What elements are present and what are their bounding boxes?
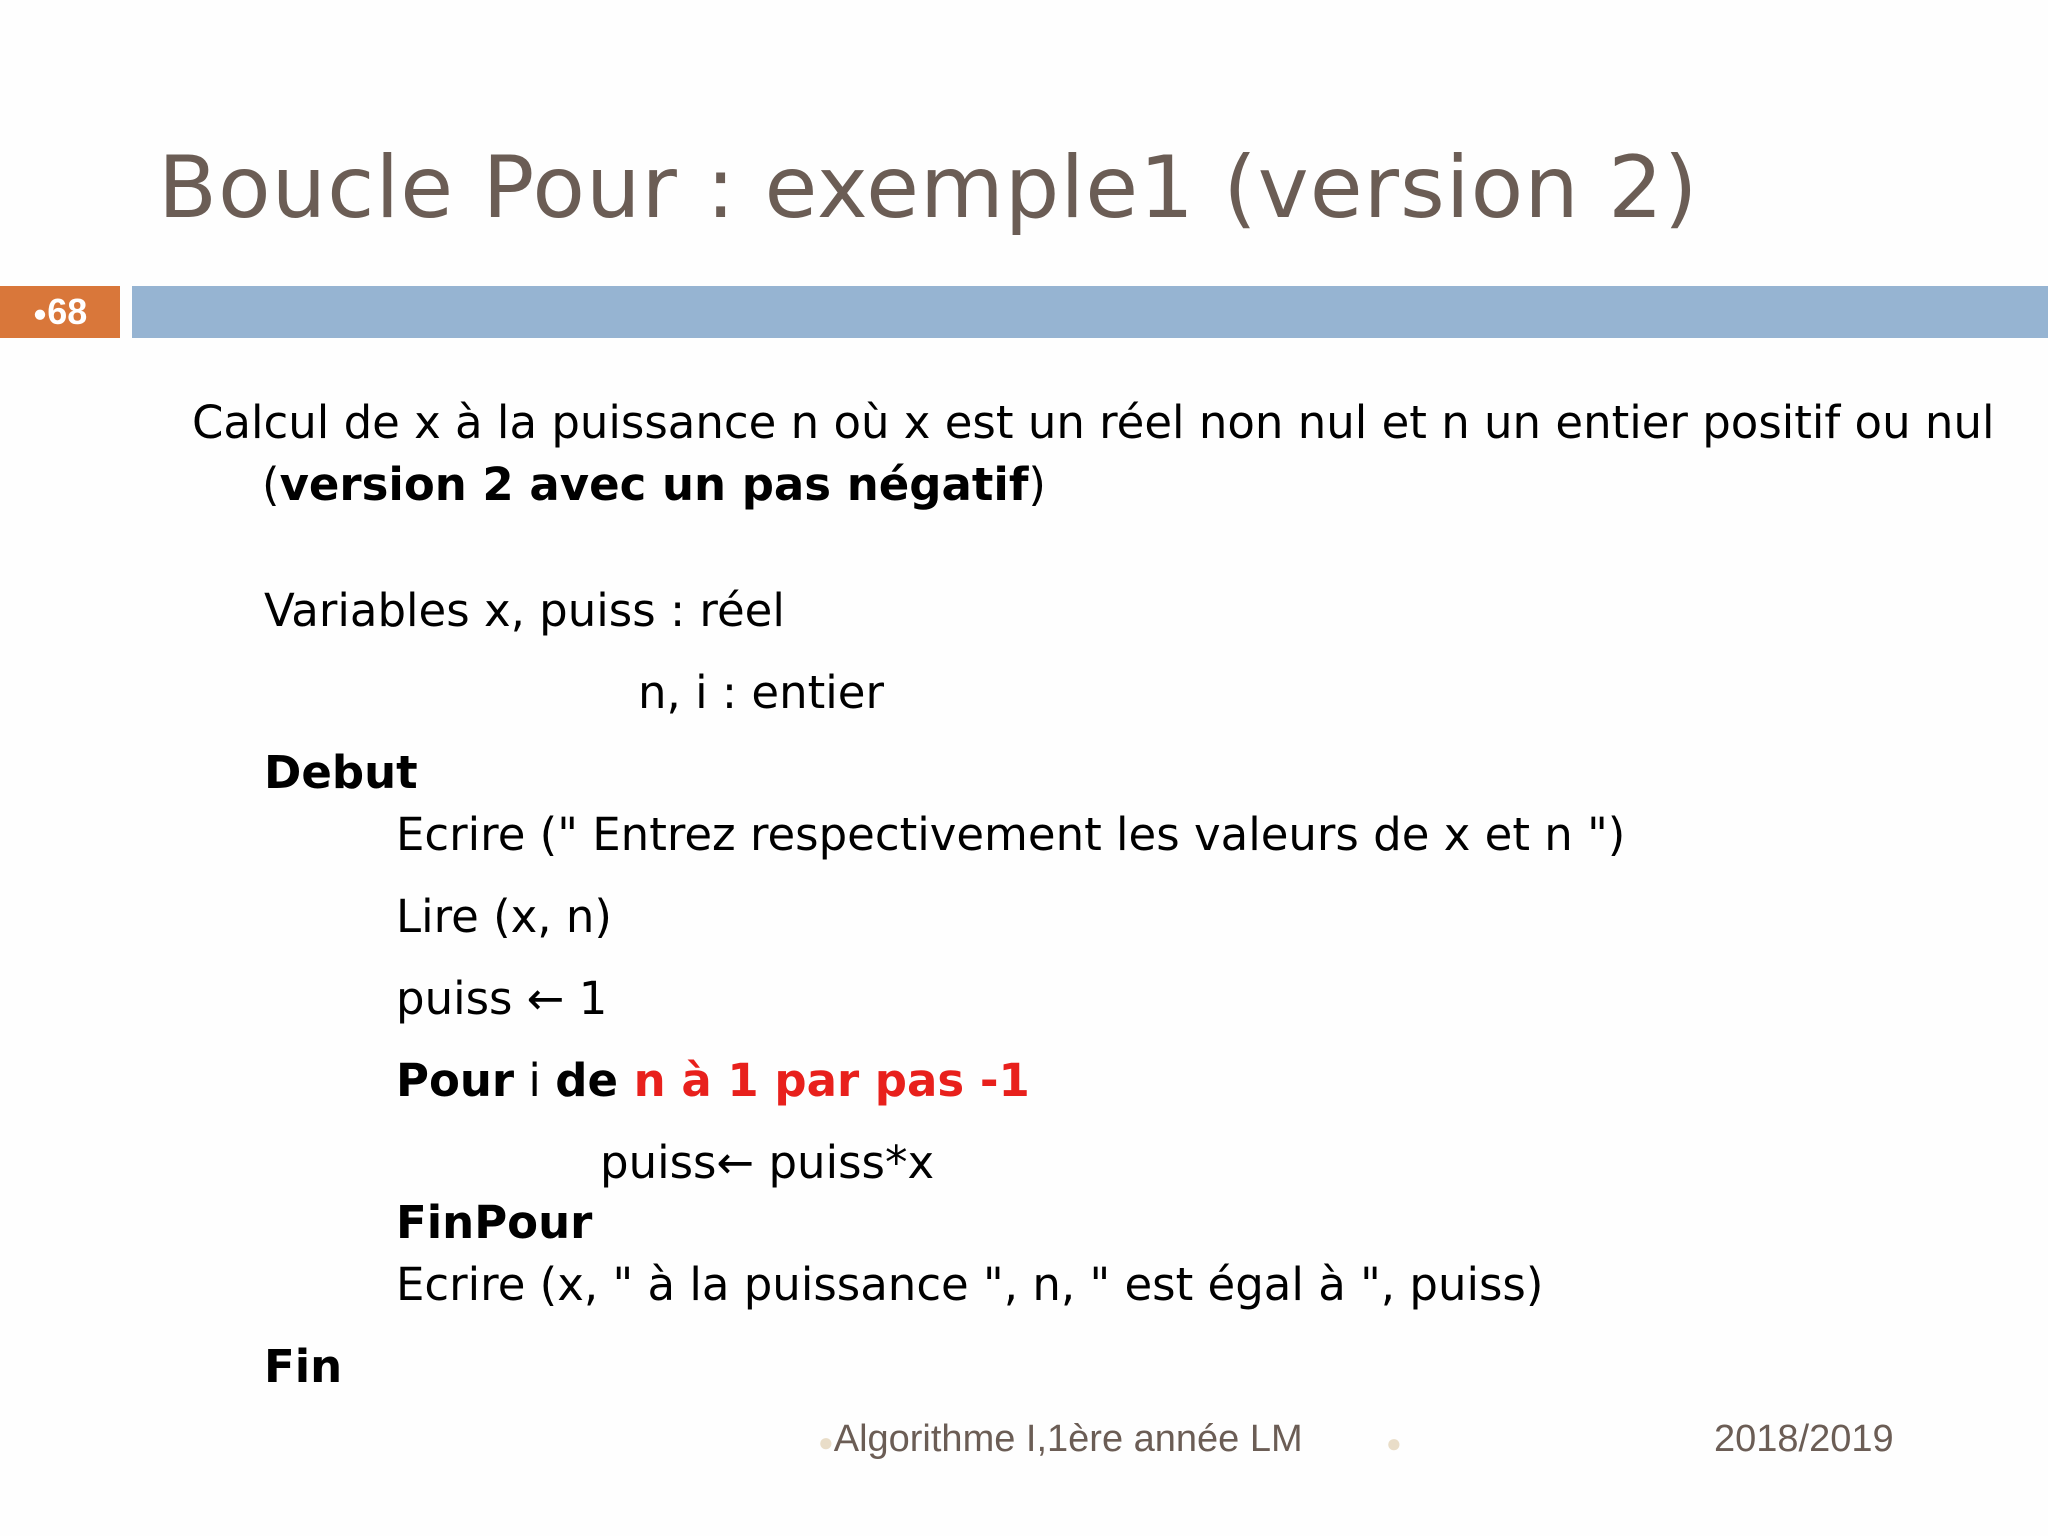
footer-course (818, 1418, 1303, 1461)
lire-statement: Lire (x, n) (396, 890, 612, 943)
ecrire-statement-1: Ecrire (" Entrez respectivement les valeurs de x et n ") (396, 808, 1626, 861)
keyword-finpour: FinPour (396, 1196, 593, 1249)
footer-course-text: Algorithme I,1ère année LM (833, 1418, 1303, 1460)
header-bar (132, 286, 2048, 338)
intro-bold-text: version 2 avec un pas négatif (279, 458, 1029, 511)
intro-paren-close: ) (1028, 458, 1046, 511)
variables-line-2: n, i : entier (638, 666, 884, 719)
footer-bullet: ● (818, 1427, 834, 1457)
keyword-de: de (555, 1054, 634, 1107)
footer-year: 2018/2019 (1714, 1418, 1894, 1460)
intro-line-1: Calcul de x à la puissance n où x est un réel non nul et n un entier positif ou nul (192, 396, 1995, 449)
pour-statement (396, 1054, 1030, 1107)
intro-paren-open: ( (262, 458, 280, 511)
keyword-fin: Fin (264, 1340, 343, 1393)
footer-bullet-2: ● (1386, 1428, 1402, 1458)
pour-variable: i (514, 1054, 556, 1107)
loop-body-statement: puiss← puiss*x (600, 1136, 935, 1189)
variables-line: Variables x, puiss : réel (264, 584, 785, 637)
intro-line-2 (262, 458, 1046, 511)
slide-number-bullet: ● (32, 300, 48, 328)
assignment-statement: puiss ← 1 (396, 972, 608, 1025)
pour-range-highlight: n à 1 par pas -1 (633, 1054, 1030, 1107)
keyword-debut: Debut (264, 746, 418, 799)
keyword-pour: Pour (396, 1054, 515, 1107)
slide-number-badge (0, 286, 120, 338)
slide-title: Boucle Pour : exemple1 (version 2) (158, 138, 1699, 238)
slide-number: 68 (47, 291, 88, 332)
ecrire-statement-2: Ecrire (x, " à la puissance ", n, " est égal à ", puiss) (396, 1258, 1544, 1311)
